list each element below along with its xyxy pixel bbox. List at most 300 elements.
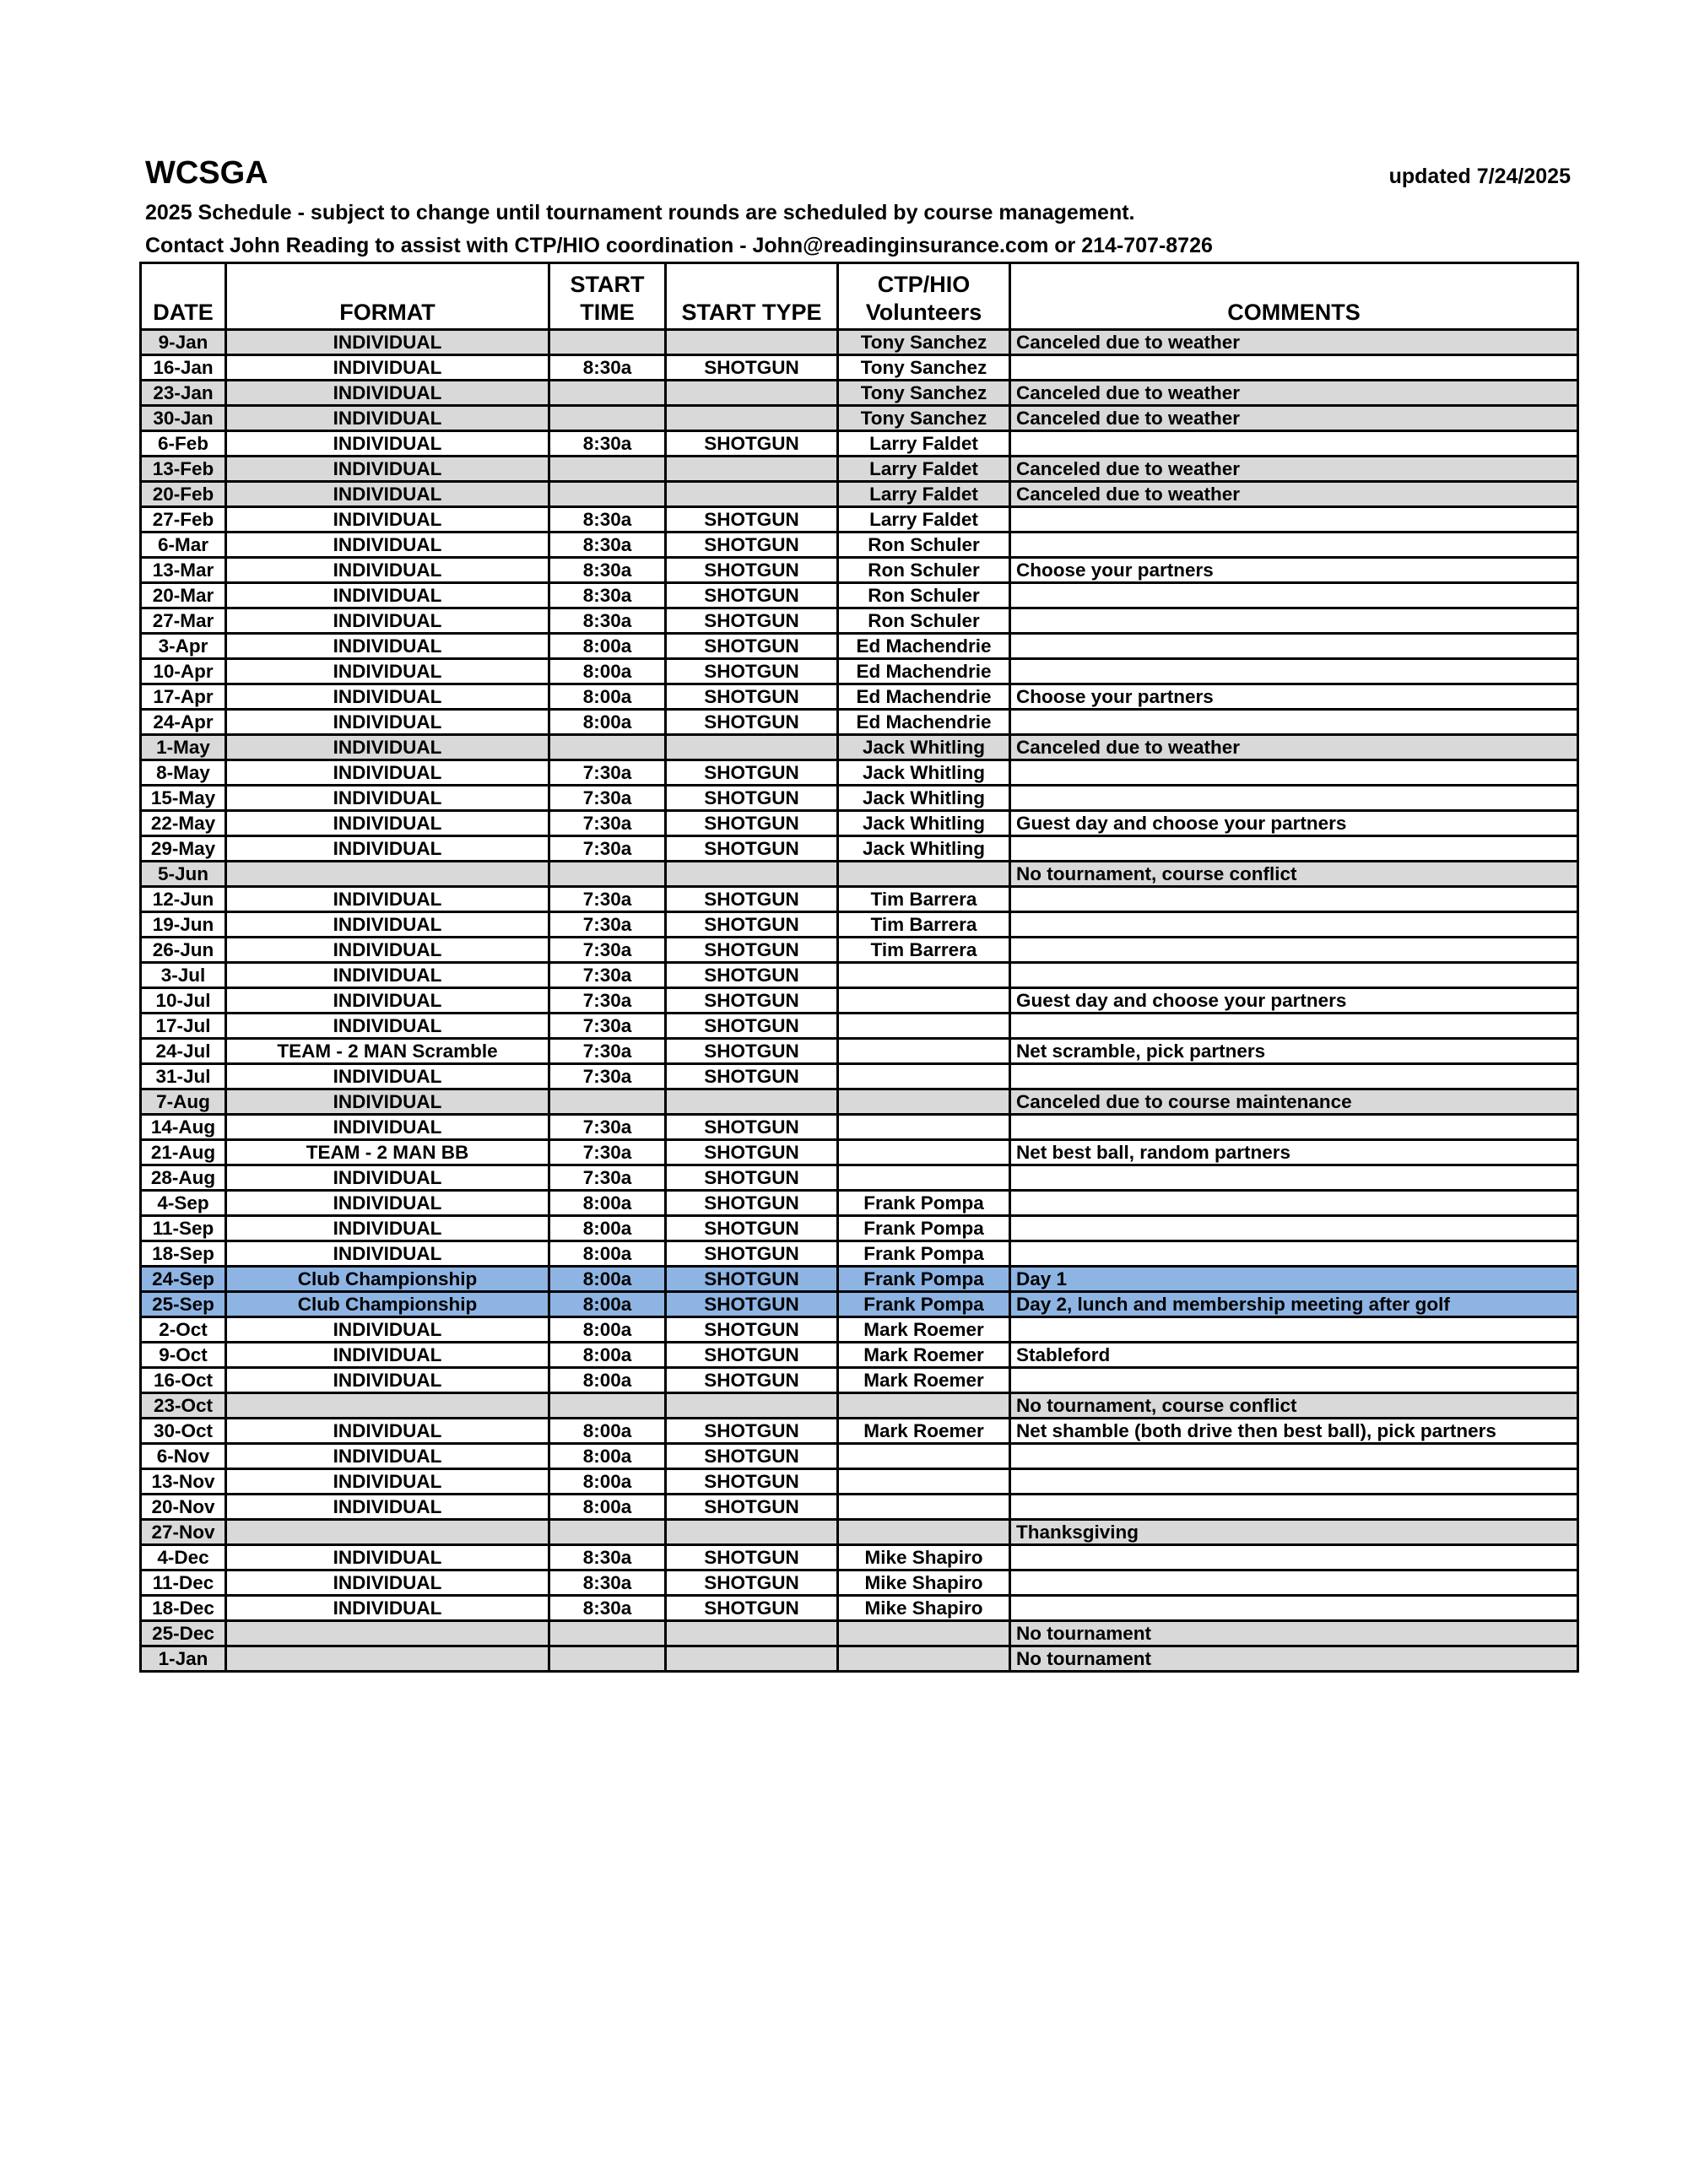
cell-start-time: 8:30a <box>549 608 666 634</box>
cell-date: 17-Apr <box>141 684 226 710</box>
table-row <box>141 811 1578 836</box>
cell-start-type: SHOTGUN <box>666 887 838 912</box>
cell-start-type: SHOTGUN <box>666 1444 838 1469</box>
cell-start-time: 7:30a <box>549 1064 666 1089</box>
cell-date: 22-May <box>141 811 226 836</box>
cell-date: 20-Mar <box>141 583 226 608</box>
cell-date: 31-Jul <box>141 1064 226 1089</box>
cell-comment <box>1010 1596 1578 1621</box>
cell-comment <box>1010 1241 1578 1267</box>
cell-comment <box>1010 836 1578 862</box>
cell-start-type: SHOTGUN <box>666 1469 838 1495</box>
cell-date: 16-Oct <box>141 1368 226 1393</box>
cell-date: 20-Nov <box>141 1495 226 1520</box>
cell-start-type: SHOTGUN <box>666 1064 838 1089</box>
cell-volunteer: Tony Sanchez <box>838 330 1010 355</box>
cell-comment: No tournament, course conflict <box>1010 862 1578 887</box>
cell-volunteer <box>838 1520 1010 1545</box>
cell-volunteer: Larry Faldet <box>838 507 1010 532</box>
header-start-time-bottom: TIME <box>580 300 635 325</box>
cell-format: INDIVIDUAL <box>226 1570 549 1596</box>
cell-start-time: 8:30a <box>549 355 666 381</box>
table-row <box>141 406 1578 431</box>
cell-start-time <box>549 1646 666 1672</box>
cell-comment <box>1010 583 1578 608</box>
cell-start-time: 8:00a <box>549 659 666 684</box>
cell-volunteer: Ed Machendrie <box>838 634 1010 659</box>
cell-date: 30-Jan <box>141 406 226 431</box>
cell-format: INDIVIDUAL <box>226 735 549 760</box>
cell-date: 29-May <box>141 836 226 862</box>
cell-start-type: SHOTGUN <box>666 532 838 558</box>
cell-date: 6-Mar <box>141 532 226 558</box>
header-format: FORMAT <box>226 263 549 330</box>
cell-format: INDIVIDUAL <box>226 1368 549 1393</box>
table-row <box>141 1368 1578 1393</box>
cell-start-time: 8:00a <box>549 1368 666 1393</box>
cell-format: INDIVIDUAL <box>226 938 549 963</box>
cell-start-type <box>666 1089 838 1115</box>
cell-date: 1-Jan <box>141 1646 226 1672</box>
cell-start-time: 8:00a <box>549 1267 666 1292</box>
cell-comment <box>1010 760 1578 786</box>
cell-start-type: SHOTGUN <box>666 1495 838 1520</box>
table-row <box>141 1014 1578 1039</box>
cell-volunteer <box>838 988 1010 1014</box>
cell-comment <box>1010 912 1578 938</box>
schedule-body <box>141 330 1578 1672</box>
cell-comment: Net scramble, pick partners <box>1010 1039 1578 1064</box>
cell-volunteer: Jack Whitling <box>838 811 1010 836</box>
cell-volunteer: Ed Machendrie <box>838 710 1010 735</box>
table-row <box>141 1393 1578 1419</box>
cell-start-type: SHOTGUN <box>666 558 838 583</box>
cell-comment <box>1010 1444 1578 1469</box>
cell-volunteer: Jack Whitling <box>838 836 1010 862</box>
cell-volunteer <box>838 1115 1010 1140</box>
cell-volunteer: Tony Sanchez <box>838 355 1010 381</box>
cell-volunteer: Ron Schuler <box>838 532 1010 558</box>
cell-comment <box>1010 1495 1578 1520</box>
cell-volunteer: Larry Faldet <box>838 482 1010 507</box>
table-row <box>141 1621 1578 1646</box>
cell-date: 20-Feb <box>141 482 226 507</box>
cell-start-type: SHOTGUN <box>666 1343 838 1368</box>
cell-start-type <box>666 457 838 482</box>
cell-start-type: SHOTGUN <box>666 507 838 532</box>
cell-volunteer: Tony Sanchez <box>838 381 1010 406</box>
cell-volunteer <box>838 1444 1010 1469</box>
cell-comment: Day 2, lunch and membership meeting after golf <box>1010 1292 1578 1317</box>
cell-date: 9-Oct <box>141 1343 226 1368</box>
cell-comment <box>1010 1570 1578 1596</box>
cell-volunteer: Frank Pompa <box>838 1216 1010 1241</box>
cell-start-type: SHOTGUN <box>666 760 838 786</box>
table-row <box>141 786 1578 811</box>
cell-start-type: SHOTGUN <box>666 1191 838 1216</box>
cell-start-type: SHOTGUN <box>666 1292 838 1317</box>
cell-comment <box>1010 1469 1578 1495</box>
cell-start-type: SHOTGUN <box>666 1165 838 1191</box>
table-row <box>141 1165 1578 1191</box>
cell-date: 27-Feb <box>141 507 226 532</box>
cell-format: INDIVIDUAL <box>226 532 549 558</box>
table-row <box>141 988 1578 1014</box>
header-start-type: START TYPE <box>666 263 838 330</box>
cell-format: INDIVIDUAL <box>226 1064 549 1089</box>
cell-volunteer: Ron Schuler <box>838 583 1010 608</box>
cell-format: INDIVIDUAL <box>226 760 549 786</box>
cell-start-type: SHOTGUN <box>666 1596 838 1621</box>
cell-start-type: SHOTGUN <box>666 659 838 684</box>
cell-date: 25-Dec <box>141 1621 226 1646</box>
cell-date: 18-Sep <box>141 1241 226 1267</box>
cell-comment: Canceled due to weather <box>1010 381 1578 406</box>
cell-format: INDIVIDUAL <box>226 431 549 457</box>
cell-comment <box>1010 1216 1578 1241</box>
table-row <box>141 1064 1578 1089</box>
table-row <box>141 1646 1578 1672</box>
cell-start-time: 8:00a <box>549 684 666 710</box>
cell-start-time: 7:30a <box>549 786 666 811</box>
cell-start-time: 8:30a <box>549 1570 666 1596</box>
cell-date: 11-Sep <box>141 1216 226 1241</box>
cell-date: 21-Aug <box>141 1140 226 1165</box>
cell-start-type: SHOTGUN <box>666 608 838 634</box>
cell-date: 13-Nov <box>141 1469 226 1495</box>
cell-start-type: SHOTGUN <box>666 786 838 811</box>
cell-start-type: SHOTGUN <box>666 811 838 836</box>
cell-volunteer: Frank Pompa <box>838 1241 1010 1267</box>
table-row <box>141 634 1578 659</box>
cell-date: 7-Aug <box>141 1089 226 1115</box>
cell-volunteer: Tim Barrera <box>838 912 1010 938</box>
cell-comment: Canceled due to course maintenance <box>1010 1089 1578 1115</box>
cell-date: 8-May <box>141 760 226 786</box>
cell-start-type <box>666 330 838 355</box>
cell-comment <box>1010 355 1578 381</box>
cell-volunteer: Tim Barrera <box>838 938 1010 963</box>
cell-comment <box>1010 507 1578 532</box>
cell-start-time <box>549 735 666 760</box>
table-row <box>141 836 1578 862</box>
cell-comment <box>1010 887 1578 912</box>
cell-format: INDIVIDUAL <box>226 912 549 938</box>
cell-start-time: 8:30a <box>549 532 666 558</box>
cell-comment: Net shamble (both drive then best ball), pick partners <box>1010 1419 1578 1444</box>
cell-comment: Guest day and choose your partners <box>1010 988 1578 1014</box>
cell-format: INDIVIDUAL <box>226 1241 549 1267</box>
cell-volunteer: Jack Whitling <box>838 735 1010 760</box>
cell-format: INDIVIDUAL <box>226 457 549 482</box>
cell-start-time: 7:30a <box>549 988 666 1014</box>
cell-start-time: 7:30a <box>549 1039 666 1064</box>
cell-start-time <box>549 406 666 431</box>
header-comments: COMMENTS <box>1010 263 1578 330</box>
table-row <box>141 1570 1578 1596</box>
cell-comment: Canceled due to weather <box>1010 735 1578 760</box>
cell-start-type: SHOTGUN <box>666 836 838 862</box>
schedule-table <box>139 262 1579 1673</box>
table-row <box>141 1191 1578 1216</box>
cell-comment: Canceled due to weather <box>1010 457 1578 482</box>
cell-start-type: SHOTGUN <box>666 634 838 659</box>
cell-start-time <box>549 1520 666 1545</box>
cell-start-type: SHOTGUN <box>666 684 838 710</box>
cell-comment: No tournament <box>1010 1621 1578 1646</box>
cell-volunteer <box>838 1621 1010 1646</box>
cell-format: INDIVIDUAL <box>226 963 549 988</box>
cell-volunteer: Frank Pompa <box>838 1292 1010 1317</box>
cell-comment: Day 1 <box>1010 1267 1578 1292</box>
cell-start-type <box>666 862 838 887</box>
cell-start-type: SHOTGUN <box>666 1267 838 1292</box>
cell-start-type: SHOTGUN <box>666 1570 838 1596</box>
cell-date: 2-Oct <box>141 1317 226 1343</box>
cell-start-type: SHOTGUN <box>666 963 838 988</box>
cell-date: 19-Jun <box>141 912 226 938</box>
cell-start-time: 8:00a <box>549 1469 666 1495</box>
cell-date: 23-Oct <box>141 1393 226 1419</box>
cell-format: INDIVIDUAL <box>226 988 549 1014</box>
cell-format: INDIVIDUAL <box>226 1343 549 1368</box>
cell-comment: Canceled due to weather <box>1010 406 1578 431</box>
cell-comment <box>1010 431 1578 457</box>
table-row <box>141 355 1578 381</box>
table-row <box>141 558 1578 583</box>
cell-start-time: 7:30a <box>549 963 666 988</box>
cell-format: INDIVIDUAL <box>226 1216 549 1241</box>
table-row <box>141 1292 1578 1317</box>
cell-comment: Guest day and choose your partners <box>1010 811 1578 836</box>
cell-format: TEAM - 2 MAN BB <box>226 1140 549 1165</box>
schedule-note: 2025 Schedule - subject to change until tournament rounds are scheduled by course management. <box>145 201 1135 224</box>
cell-start-type: SHOTGUN <box>666 1368 838 1393</box>
table-row <box>141 482 1578 507</box>
cell-start-type: SHOTGUN <box>666 1545 838 1570</box>
cell-start-time <box>549 381 666 406</box>
contact-note: Contact John Reading to assist with CTP/HIO coordination - John@readinginsurance.com or 214-707-8726 <box>145 234 1213 257</box>
cell-comment <box>1010 634 1578 659</box>
table-row <box>141 760 1578 786</box>
cell-volunteer <box>838 1165 1010 1191</box>
cell-format: INDIVIDUAL <box>226 1545 549 1570</box>
table-row <box>141 1216 1578 1241</box>
cell-date: 28-Aug <box>141 1165 226 1191</box>
cell-comment <box>1010 1191 1578 1216</box>
cell-format: INDIVIDUAL <box>226 381 549 406</box>
cell-date: 6-Feb <box>141 431 226 457</box>
cell-comment: Stableford <box>1010 1343 1578 1368</box>
cell-date: 16-Jan <box>141 355 226 381</box>
cell-format: INDIVIDUAL <box>226 1115 549 1140</box>
cell-format: INDIVIDUAL <box>226 1191 549 1216</box>
table-row <box>141 1343 1578 1368</box>
cell-start-time: 7:30a <box>549 938 666 963</box>
cell-date: 27-Mar <box>141 608 226 634</box>
cell-date: 4-Sep <box>141 1191 226 1216</box>
cell-volunteer: Tim Barrera <box>838 887 1010 912</box>
cell-start-time: 8:00a <box>549 1292 666 1317</box>
cell-start-type: SHOTGUN <box>666 1039 838 1064</box>
cell-start-time <box>549 330 666 355</box>
cell-start-type <box>666 1520 838 1545</box>
cell-format: INDIVIDUAL <box>226 355 549 381</box>
cell-volunteer <box>838 1039 1010 1064</box>
table-row <box>141 608 1578 634</box>
cell-start-time: 7:30a <box>549 1014 666 1039</box>
cell-date: 3-Jul <box>141 963 226 988</box>
cell-date: 30-Oct <box>141 1419 226 1444</box>
cell-comment: No tournament <box>1010 1646 1578 1672</box>
cell-start-time: 8:30a <box>549 583 666 608</box>
cell-start-time <box>549 482 666 507</box>
cell-date: 12-Jun <box>141 887 226 912</box>
cell-start-type <box>666 1621 838 1646</box>
cell-comment <box>1010 710 1578 735</box>
cell-start-time: 7:30a <box>549 1115 666 1140</box>
cell-volunteer: Frank Pompa <box>838 1191 1010 1216</box>
cell-start-type: SHOTGUN <box>666 1419 838 1444</box>
cell-format <box>226 862 549 887</box>
cell-volunteer: Larry Faldet <box>838 457 1010 482</box>
cell-start-time: 8:00a <box>549 1444 666 1469</box>
cell-format <box>226 1520 549 1545</box>
cell-start-type: SHOTGUN <box>666 1317 838 1343</box>
cell-format: INDIVIDUAL <box>226 330 549 355</box>
cell-format: INDIVIDUAL <box>226 1014 549 1039</box>
cell-format: INDIVIDUAL <box>226 811 549 836</box>
cell-date: 9-Jan <box>141 330 226 355</box>
cell-comment: Thanksgiving <box>1010 1520 1578 1545</box>
table-row <box>141 912 1578 938</box>
header-volunteers-top: CTP/HIO <box>877 272 971 297</box>
cell-volunteer: Ed Machendrie <box>838 659 1010 684</box>
table-row <box>141 887 1578 912</box>
cell-format: INDIVIDUAL <box>226 482 549 507</box>
cell-start-type: SHOTGUN <box>666 1140 838 1165</box>
table-row <box>141 938 1578 963</box>
cell-volunteer <box>838 862 1010 887</box>
cell-volunteer: Larry Faldet <box>838 431 1010 457</box>
cell-comment <box>1010 1014 1578 1039</box>
cell-comment: Choose your partners <box>1010 684 1578 710</box>
cell-volunteer: Jack Whitling <box>838 760 1010 786</box>
cell-comment <box>1010 532 1578 558</box>
cell-format: INDIVIDUAL <box>226 684 549 710</box>
cell-date: 6-Nov <box>141 1444 226 1469</box>
cell-format: TEAM - 2 MAN Scramble <box>226 1039 549 1064</box>
cell-date: 4-Dec <box>141 1545 226 1570</box>
cell-volunteer <box>838 1014 1010 1039</box>
cell-start-type: SHOTGUN <box>666 1115 838 1140</box>
cell-volunteer: Ron Schuler <box>838 558 1010 583</box>
cell-comment <box>1010 608 1578 634</box>
cell-start-type: SHOTGUN <box>666 355 838 381</box>
cell-volunteer <box>838 963 1010 988</box>
cell-start-time: 8:00a <box>549 634 666 659</box>
cell-comment: Canceled due to weather <box>1010 330 1578 355</box>
cell-comment: Canceled due to weather <box>1010 482 1578 507</box>
cell-date: 27-Nov <box>141 1520 226 1545</box>
cell-comment <box>1010 1317 1578 1343</box>
cell-format: INDIVIDUAL <box>226 634 549 659</box>
cell-start-type: SHOTGUN <box>666 912 838 938</box>
header-date: DATE <box>141 263 226 330</box>
cell-format <box>226 1393 549 1419</box>
cell-format: INDIVIDUAL <box>226 1317 549 1343</box>
header-start-time-top: START <box>570 272 645 297</box>
cell-volunteer <box>838 1393 1010 1419</box>
cell-format: Club Championship <box>226 1292 549 1317</box>
cell-format <box>226 1621 549 1646</box>
cell-start-time: 8:30a <box>549 1545 666 1570</box>
cell-start-type <box>666 406 838 431</box>
cell-start-type <box>666 735 838 760</box>
cell-volunteer <box>838 1064 1010 1089</box>
cell-date: 25-Sep <box>141 1292 226 1317</box>
cell-start-time: 7:30a <box>549 912 666 938</box>
table-row <box>141 507 1578 532</box>
cell-date: 10-Jul <box>141 988 226 1014</box>
cell-start-type: SHOTGUN <box>666 583 838 608</box>
cell-format: INDIVIDUAL <box>226 1469 549 1495</box>
table-row <box>141 1545 1578 1570</box>
table-row <box>141 532 1578 558</box>
cell-date: 1-May <box>141 735 226 760</box>
cell-start-type <box>666 482 838 507</box>
cell-date: 18-Dec <box>141 1596 226 1621</box>
cell-start-time: 8:00a <box>549 1495 666 1520</box>
cell-start-type: SHOTGUN <box>666 1014 838 1039</box>
table-row <box>141 1115 1578 1140</box>
cell-date: 11-Dec <box>141 1570 226 1596</box>
cell-format: INDIVIDUAL <box>226 1419 549 1444</box>
cell-volunteer <box>838 1140 1010 1165</box>
cell-start-type: SHOTGUN <box>666 431 838 457</box>
cell-format: Club Championship <box>226 1267 549 1292</box>
cell-format: INDIVIDUAL <box>226 659 549 684</box>
cell-comment <box>1010 1064 1578 1089</box>
cell-format: INDIVIDUAL <box>226 887 549 912</box>
table-row <box>141 1140 1578 1165</box>
cell-start-time: 8:30a <box>549 558 666 583</box>
table-row <box>141 659 1578 684</box>
header-row <box>141 263 1578 330</box>
cell-comment <box>1010 963 1578 988</box>
cell-start-type: SHOTGUN <box>666 710 838 735</box>
cell-start-time: 7:30a <box>549 760 666 786</box>
cell-format: INDIVIDUAL <box>226 1596 549 1621</box>
cell-format <box>226 1646 549 1672</box>
cell-volunteer: Mike Shapiro <box>838 1570 1010 1596</box>
table-row <box>141 457 1578 482</box>
table-row <box>141 1419 1578 1444</box>
cell-date: 15-May <box>141 786 226 811</box>
table-row <box>141 1469 1578 1495</box>
cell-format: INDIVIDUAL <box>226 1444 549 1469</box>
table-row <box>141 431 1578 457</box>
cell-start-type: SHOTGUN <box>666 1216 838 1241</box>
table-row <box>141 710 1578 735</box>
table-row <box>141 583 1578 608</box>
cell-volunteer: Mike Shapiro <box>838 1596 1010 1621</box>
cell-format: INDIVIDUAL <box>226 406 549 431</box>
cell-date: 24-Sep <box>141 1267 226 1292</box>
cell-date: 13-Feb <box>141 457 226 482</box>
cell-comment <box>1010 938 1578 963</box>
cell-start-time <box>549 1089 666 1115</box>
